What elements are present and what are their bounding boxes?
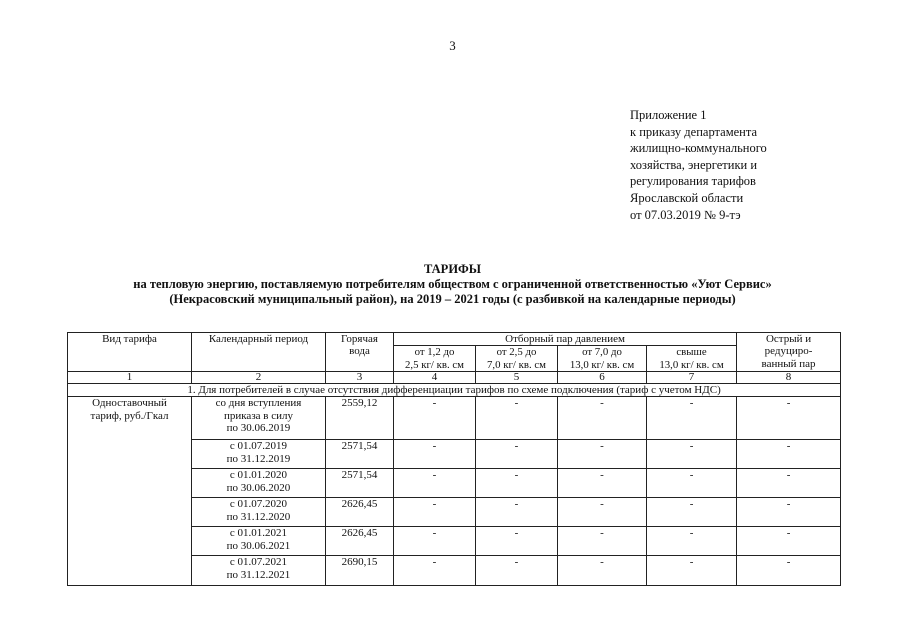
column-number: 4 (394, 372, 476, 384)
steam-4-value: - (647, 440, 737, 469)
section-title: 1. Для потребителей в случае отсутствия дифференциации тарифов по схеме подключения (тариф с учетом НДС) (68, 384, 841, 397)
column-number: 2 (192, 372, 326, 384)
steam-2-value: - (476, 527, 558, 556)
steam-2-value: - (476, 498, 558, 527)
period-cell: с 01.01.2021 по 30.06.2021 (192, 527, 326, 556)
column-number: 6 (558, 372, 647, 384)
header-tariff-type: Вид тарифа (68, 333, 192, 372)
hot-water-value: 2626,45 (326, 527, 394, 556)
header-calendar-period: Календарный период (192, 333, 326, 372)
steam-3-value: - (558, 498, 647, 527)
tariff-table (67, 332, 841, 586)
header-steam-3: от 7,0 до 13,0 кг/ кв. см (558, 346, 647, 372)
annex-line: Приложение 1 (630, 108, 707, 122)
steam-4-value: - (647, 527, 737, 556)
steam-1-value: - (394, 527, 476, 556)
document-heading (0, 262, 905, 307)
column-number: 1 (68, 372, 192, 384)
steam-2-value: - (476, 469, 558, 498)
column-number-row (68, 372, 841, 384)
annex-line: Ярославской области (630, 190, 744, 205)
steam-2-value: - (476, 440, 558, 469)
steam-3-value: - (558, 397, 647, 440)
steam-4-value: - (647, 498, 737, 527)
section-row (68, 384, 841, 397)
steam-3-value: - (558, 469, 647, 498)
hot-water-value: 2571,54 (326, 440, 394, 469)
steam-4-value: - (647, 469, 737, 498)
sharp-steam-value: - (737, 440, 841, 469)
column-number: 8 (737, 372, 841, 384)
steam-1-value: - (394, 556, 476, 586)
hot-water-value: 2690,15 (326, 556, 394, 586)
hot-water-value: 2559,12 (326, 397, 394, 440)
annex-line: регулирования тарифов (630, 174, 756, 189)
hot-water-value: 2626,45 (326, 498, 394, 527)
sharp-steam-value: - (737, 527, 841, 556)
header-sharp-steam: Острый и редуциро- ванный пар (737, 333, 841, 372)
header-steam-4: свыше 13,0 кг/ кв. см (647, 346, 737, 372)
annex-block (630, 107, 890, 223)
header-row (68, 333, 841, 346)
steam-3-value: - (558, 556, 647, 586)
hot-water-value: 2571,54 (326, 469, 394, 498)
annex-line: жилищно-коммунального (630, 141, 767, 156)
heading-line: (Некрасовский муниципальный район), на 2019 – 2021 годы (с разбивкой на календарные периоды) (169, 292, 736, 306)
heading-line: на тепловую энергию, поставляемую потребителям обществом с ограниченной ответственностью «Уют Сервис» (133, 277, 772, 291)
steam-1-value: - (394, 469, 476, 498)
heading-title: ТАРИФЫ (423, 262, 482, 276)
period-cell: с 01.01.2020 по 30.06.2020 (192, 469, 326, 498)
column-number: 5 (476, 372, 558, 384)
period-cell: с 01.07.2021 по 31.12.2021 (192, 556, 326, 586)
sharp-steam-value: - (737, 397, 841, 440)
page-number: 3 (449, 38, 456, 53)
sharp-steam-value: - (737, 556, 841, 586)
column-number: 3 (326, 372, 394, 384)
sharp-steam-value: - (737, 498, 841, 527)
table-row (68, 397, 841, 440)
steam-2-value: - (476, 397, 558, 440)
steam-1-value: - (394, 397, 476, 440)
header-steam-2: от 2,5 до 7,0 кг/ кв. см (476, 346, 558, 372)
period-cell: с 01.07.2019 по 31.12.2019 (192, 440, 326, 469)
steam-1-value: - (394, 440, 476, 469)
period-cell: с 01.07.2020 по 31.12.2020 (192, 498, 326, 527)
tariff-name-cell: Одноставочный тариф, руб./Гкал (68, 397, 192, 586)
header-steam-group: Отборный пар давлением (394, 333, 737, 346)
period-cell: со дня вступления приказа в силу по 30.06.2019 (192, 397, 326, 440)
annex-line: к приказу департамента (630, 124, 758, 139)
steam-3-value: - (558, 527, 647, 556)
column-number: 7 (647, 372, 737, 384)
header-steam-1: от 1,2 до 2,5 кг/ кв. см (394, 346, 476, 372)
steam-3-value: - (558, 440, 647, 469)
steam-2-value: - (476, 556, 558, 586)
steam-1-value: - (394, 498, 476, 527)
steam-4-value: - (647, 556, 737, 586)
annex-line: от 07.03.2019 № 9-тэ (630, 207, 741, 222)
steam-4-value: - (647, 397, 737, 440)
header-hot-water: Горячая вода (326, 333, 394, 372)
sharp-steam-value: - (737, 469, 841, 498)
annex-line: хозяйства, энергетики и (630, 157, 758, 172)
